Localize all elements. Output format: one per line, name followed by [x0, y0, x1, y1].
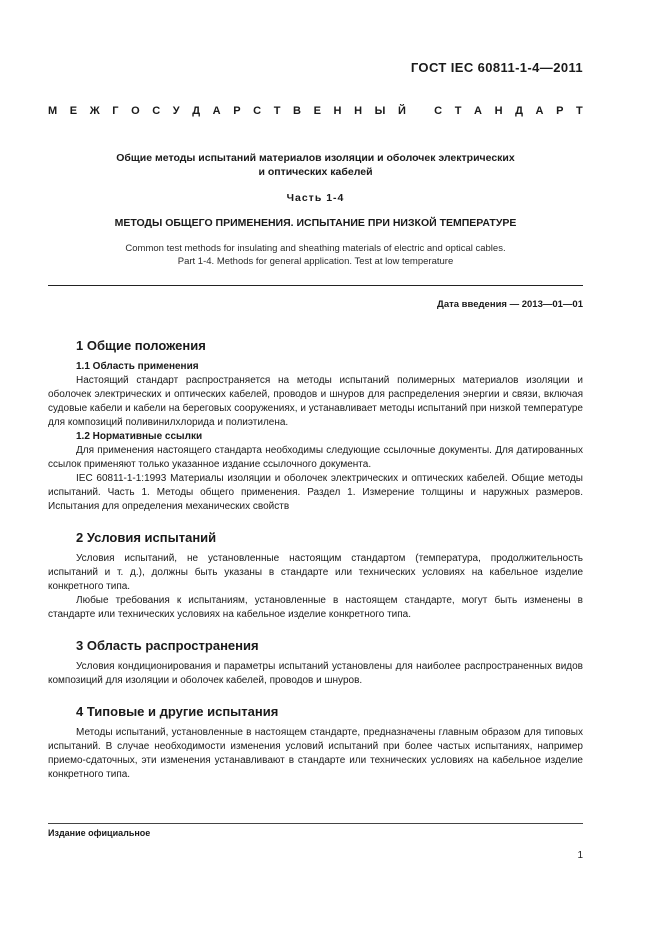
section-1 — [48, 338, 583, 514]
banner-letter: Н — [333, 105, 342, 117]
subsection-heading: 1.2 Нормативные ссылки — [76, 431, 203, 442]
banner-letter: Н — [354, 105, 363, 117]
section-2 — [48, 530, 583, 622]
interstate-standard-banner — [48, 105, 583, 117]
banner-letter: А — [535, 105, 544, 117]
subtitle: МЕТОДЫ ОБЩЕГО ПРИМЕНЕНИЯ. ИСПЫТАНИЕ ПРИ НИЗКОЙ ТЕМПЕРАТУРЕ — [114, 217, 517, 229]
banner-letter: Ж — [89, 105, 100, 117]
banner-letter — [418, 105, 421, 117]
banner-letter: Й — [397, 105, 406, 117]
footer-divider — [48, 823, 583, 824]
banner-letter: С — [434, 105, 443, 117]
title-line-2: и оптических кабелей — [258, 166, 373, 178]
paragraph-indented: IEC 60811-1-1:1993 Материалы изоляции и оболочек электрических и оптических кабелей. Общие методы испытаний. Часть 1. Методы общего применения. Раздел 1. Измерение толщины и наружных размеров. Испытания для определения механических свойств — [48, 473, 583, 512]
part-label: Часть 1-4 — [286, 192, 345, 204]
section-heading: 3 Область распространения — [76, 638, 259, 653]
page-number: 1 — [577, 850, 583, 861]
paragraph-indented: Настоящий стандарт распространяется на методы испытаний полимерных материалов изоляции и оболочек электрических и оптических кабелей, проводов и шнуров для распределения энергии и связи, включая судовые кабели и кабели на береговых сооружениях, и устанавливает методы испытаний при низкой температуре для композиций поливинилхлорида и полиэтилена. — [48, 375, 583, 428]
banner-letter: Т — [454, 105, 462, 117]
banner-letter: Д — [192, 105, 201, 117]
section-3 — [48, 638, 583, 688]
paragraph-indented: Методы испытаний, установленные в настоящем стандарте, предназначены главным образом для типовых испытаний. В случае необходимости изменения условий испытаний при более частых испытаниях, например приемо-сдаточных, эти изменения устанавливают в стандарте или технических условиях на кабельное изделие конкретного типа. — [48, 727, 583, 780]
banner-letter: Е — [313, 105, 321, 117]
banner-letter: С — [152, 105, 161, 117]
banner-letter: Н — [494, 105, 503, 117]
section-heading: 4 Типовые и другие испытания — [76, 704, 279, 719]
english-title-line-2: Part 1-4. Methods for general application. Test at low temperature — [177, 256, 454, 267]
paragraph-indented: Условия испытаний, не установленные настоящим стандартом (температура, продолжительность испытаний и т. д.), должны быть указаны в стандарте или технических условиях на кабельное изделие конкретного типа. — [48, 553, 583, 592]
title-block — [48, 151, 583, 268]
banner-letter: Ы — [374, 105, 386, 117]
banner-letter: В — [293, 105, 301, 117]
banner-letter: С — [253, 105, 262, 117]
banner-letter: М — [48, 105, 58, 117]
title-divider — [48, 285, 583, 286]
section-heading: 1 Общие положения — [76, 338, 206, 353]
banner-letter: Р — [233, 105, 241, 117]
title-line-1: Общие методы испытаний материалов изоляции и оболочек электрических — [116, 152, 515, 164]
banner-letter: А — [212, 105, 221, 117]
banner-letter: У — [172, 105, 180, 117]
banner-letter: Р — [556, 105, 564, 117]
official-edition-label: Издание официальное — [48, 828, 151, 838]
section-heading: 2 Условия испытаний — [76, 530, 217, 545]
paragraph-indented: Любые требования к испытаниям, установленные в настоящем стандарте, могут быть изменены в стандарте или технических условиях на кабельное изделие конкретного типа. — [48, 595, 583, 620]
subsection-heading: 1.1 Область применения — [76, 361, 199, 372]
english-title — [48, 242, 583, 268]
banner-letter: Т — [576, 105, 583, 117]
banner-letter: О — [131, 105, 140, 117]
banner-letter: Д — [515, 105, 523, 117]
document-body — [48, 338, 583, 798]
banner-letter: Г — [112, 105, 119, 117]
paragraph-indented: Условия кондиционирования и параметры испытаний установлены для наиболее распространенных видов композиций для изоляции и оболочек кабелей, проводов и шнуров. — [48, 661, 583, 686]
banner-letter: Т — [273, 105, 281, 117]
english-title-line-1: Common test methods for insulating and sheathing materials of electric and optical cables. — [125, 243, 506, 254]
banner-letter: А — [474, 105, 482, 117]
banner-letter: Е — [69, 105, 78, 117]
paragraph-indented: Для применения настоящего стандарта необходимы следующие ссылочные документы. Для датированных ссылок применяют только указанное издание ссылочного документа. — [48, 445, 583, 470]
standard-code: ГОСТ IEC 60811-1-4—2011 — [410, 60, 583, 75]
section-4 — [48, 704, 583, 782]
introduction-date: Дата введения — 2013—01—01 — [437, 299, 583, 310]
